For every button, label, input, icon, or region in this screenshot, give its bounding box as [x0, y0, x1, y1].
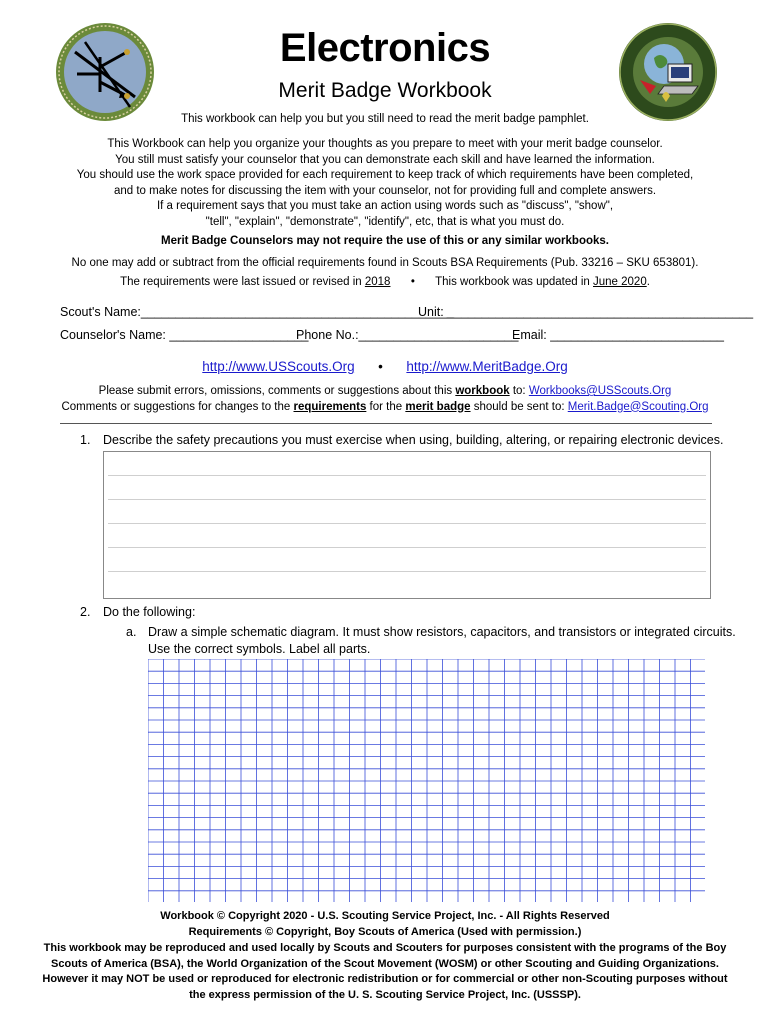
meritbadge-link[interactable]: http://www.MeritBadge.Org	[406, 359, 568, 374]
req1-answer-box[interactable]	[103, 451, 711, 599]
bullet: •	[378, 359, 383, 374]
answer-line	[108, 499, 706, 500]
submit-info	[0, 384, 770, 415]
grid-lines	[148, 659, 705, 902]
intro-para-line: You should use the work space provided for each requirement to keep track of which requirements have been completed,	[76, 169, 694, 181]
issued-year: 2018	[364, 276, 391, 288]
submit-text: should be sent to:	[470, 400, 568, 413]
req2a-line1: Draw a simple schematic diagram. It must show resistors, capacitors, and transistors or integrated circuits.	[148, 625, 736, 639]
usscouts-link[interactable]: http://www.USScouts.Org	[202, 359, 355, 374]
submit-bold: requirements	[293, 400, 367, 413]
updated-prefix: This workbook was updated in	[435, 276, 593, 288]
req2-text: Do the following:	[103, 605, 196, 619]
revision-info	[0, 275, 770, 291]
intro-para-line: and to make notes for discussing the item with your counselor, not for providing full and complete answers.	[113, 184, 657, 197]
divider	[60, 423, 712, 424]
submit-bold: merit badge	[405, 400, 471, 413]
issued-prefix: The requirements were last issued or revised in	[120, 276, 365, 288]
meritbadge-email-link[interactable]: Merit.Badge@Scouting.Org	[567, 400, 709, 413]
submit-line	[0, 400, 770, 416]
page-subtitle: Merit Badge Workbook	[278, 79, 492, 102]
intro-para-line: "tell", "explain", "demonstrate", "identify", etc, that is what you must do.	[205, 215, 565, 228]
workbooks-email-link[interactable]: Workbooks@USScouts.Org	[528, 385, 672, 397]
intro-line: This workbook can help you but you still need to read the merit badge pamphlet.	[181, 113, 589, 125]
answer-line	[108, 571, 706, 572]
updated-suffix: .	[646, 276, 650, 288]
intro-para-line: This Workbook can help you organize your thoughts as you prepare to meet with your merit badge counselor.	[107, 138, 663, 150]
submit-text: to:	[509, 385, 529, 397]
req2-number: 2.	[80, 605, 91, 619]
phone-field[interactable]: Phone No.:_______________________	[296, 328, 519, 342]
submit-line	[0, 384, 770, 400]
answer-line	[108, 523, 706, 524]
intro-para-line: If a requirement says that you must take an action using words such as "discuss", "show",	[156, 200, 614, 212]
updated-date: June 2020	[593, 276, 647, 288]
unit-field[interactable]: Unit: ____________________________________________	[418, 305, 754, 319]
schematic-drawing-grid[interactable]	[148, 659, 705, 907]
bullet: •	[410, 276, 415, 288]
submit-text: Comments or suggestions for changes to the	[61, 400, 294, 413]
req2a-line2: Use the correct symbols. Label all parts.	[148, 642, 371, 656]
usage-notice: This workbook may be reproduced and used locally by Scouts and Scouters for purposes consistent with the programs of the Boy Scouts of America (BSA), the World Organization of the Scout Movement (WOSM) or other Scouting and Guiding Organizations. However it may NOT be used or reproduced for electronic redistribution or for commercial or other non-Scouting purposes without the express permission of the U. S. Scouting Service Project, Inc. (USSSP).	[42, 942, 728, 1001]
counselor-note: Merit Badge Counselors may not require the use of this or any similar workbooks.	[161, 235, 609, 247]
page-title: Electronics	[279, 26, 491, 70]
submit-text: for the	[366, 400, 406, 413]
intro-paragraph	[0, 137, 770, 230]
email-field[interactable]: Email: _________________________	[512, 328, 724, 342]
counselor-name-field[interactable]: Counselor's Name: ____________________	[60, 328, 309, 342]
req1-text: Describe the safety precautions you must exercise when using, building, altering, or repairing electronic devices.	[103, 433, 724, 447]
copyright-footer	[0, 909, 770, 940]
copyright-line: Workbook © Copyright 2020 - U.S. Scouting Service Project, Inc. - All Rights Reserved	[160, 910, 610, 922]
answer-line	[108, 475, 706, 476]
intro-para-line: You still must satisfy your counselor that you can demonstrate each skill and have learned the information.	[115, 153, 655, 166]
requirements-note: No one may add or subtract from the official requirements found in Scouts BSA Requirements (Pub. 33216 – SKU 653801).	[71, 257, 699, 269]
req1-number: 1.	[80, 433, 91, 447]
copyright-line: Requirements © Copyright, Boy Scouts of America (Used with permission.)	[188, 925, 582, 938]
links-row	[0, 359, 770, 374]
submit-text: Please submit errors, omissions, comments or suggestions about this	[98, 385, 456, 397]
scout-name-field[interactable]: Scout's Name:_____________________________________________	[60, 305, 454, 319]
answer-line	[108, 547, 706, 548]
submit-bold: workbook	[455, 385, 510, 397]
req2a-letter: a.	[126, 625, 137, 639]
